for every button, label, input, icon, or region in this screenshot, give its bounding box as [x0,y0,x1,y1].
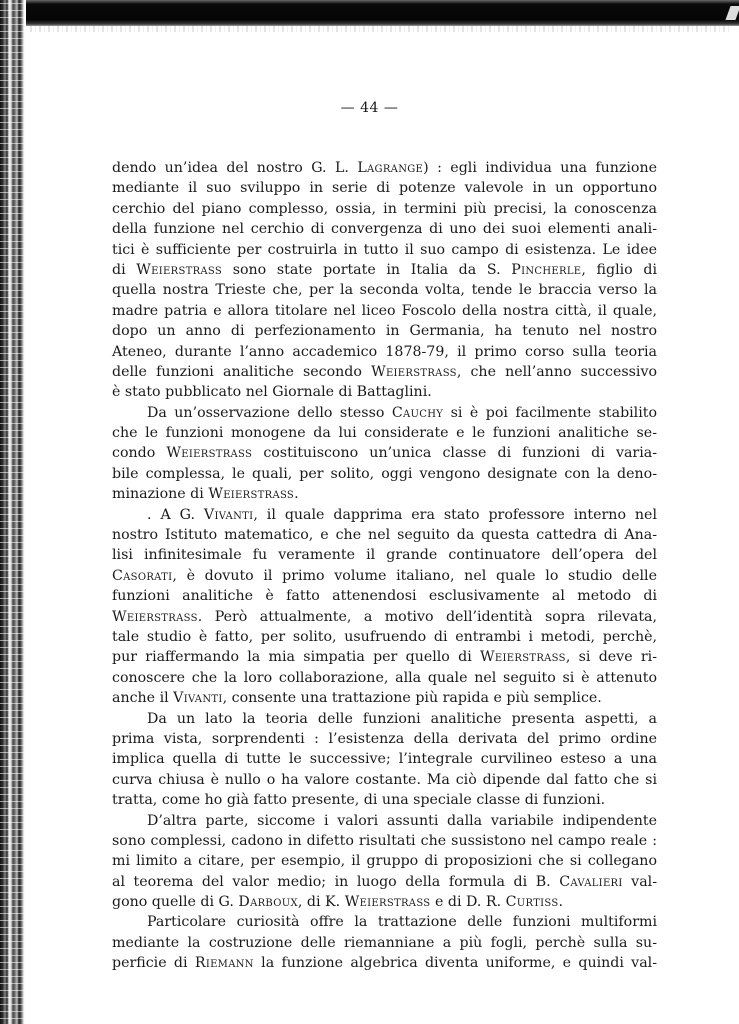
text-line: minazione di Weierstrass. [112,486,299,503]
proper-name: Weierstrass [136,261,223,278]
proper-name: Weierstrass [344,894,431,911]
proper-name: Vivanti [203,506,254,523]
proper-name: Cauchy [391,404,444,421]
text-line: Da un lato la teoria delle funzioni analitiche presenta aspetti, a [147,710,657,727]
text-line: è stato pubblicato nel Giornale di Battaglini. [112,384,432,401]
proper-name: Riemann [194,955,254,972]
proper-name: Weierstrass [112,608,198,625]
text-line: Casorati, è dovuto il primo volume italiano, nel quale lo studio delle [112,567,657,584]
page-number: — 44 — [340,100,399,116]
text-line: anche il Vivanti, consente una trattazione più rapida e più semplice. [112,690,602,707]
proper-name: Weierstrass [480,649,566,666]
text-line: conoscere che la loro collaborazione, alla quale nel seguito si è attenuto [112,669,657,686]
text-line: al teorema del valor medio; in luogo della formula di B. Cavalieri val- [112,873,657,890]
scan-border-left [0,0,26,1024]
text-line: madre patria e allora titolare nel liceo Foscolo della nostra città, il quale, [112,302,657,319]
text-line: tale studio è fatto, per solito, usufruendo di entrambi i metodi, perchè, [112,628,657,645]
text-line: della funzione nel cerchio di convergenza di uno dei suoi elementi anali- [112,221,657,238]
text-line: cerchio del piano complesso, ossia, in termini più precisi, la conoscenza [112,200,657,217]
text-line: dendo un’idea del nostro G. L. Lagrange) : egli individua una funzione [112,160,657,176]
text-line: nostro Istituto matematico, e che nel seguito da questa cattedra di Ana- [112,527,657,544]
text-line: lisi infinitesimale fu veramente il grande continuatore dell’opera del [112,547,657,564]
proper-name: Curtiss [505,894,559,911]
text-line: condo Weierstrass costituiscono un’unica classe di funzioni di varia- [112,445,657,462]
text-line: bile complessa, le quali, per solito, oggi vengono designate con la deno- [112,465,657,482]
text-line: D’altra parte, siccome i valori assunti dalla variabile indipendente [147,812,657,829]
text-line: mi limito a citare, per esempio, il gruppo di proposizioni che si collegano [112,853,657,870]
text-line: dopo un anno di perfezionamento in Germania, ha tenuto nel nostro [112,323,657,340]
text-line: tratta, come ho già fatto presente, di una speciale classe di funzioni. [112,792,606,809]
text-line: mediante la costruzione delle riemanniane a più fogli, perchè sulla su- [112,934,657,951]
text-line: pur riaffermando la mia simpatia per quello di Weierstrass, si deve ri- [112,649,657,666]
proper-name: Weierstrass [371,363,457,380]
text-line: quella nostra Trieste che, per la seconda volta, tende le braccia verso la [112,282,657,299]
proper-name: Darboux [238,894,298,911]
text-line: prima vista, sorprendenti : l’esistenza della derivata del primo ordine [112,730,657,747]
scan-noise-top [30,26,730,32]
proper-name: Weierstrass [166,445,253,462]
text-line: Da un’osservazione dello stesso Cauchy si è poi facilmente stabilito [147,404,658,421]
text-line: sono complessi, cadono in difetto risultati che sussistono nel campo reale : [112,832,657,849]
scan-border-top [0,0,739,26]
text-line: che le funzioni monogene da lui considerate e le funzioni analitiche se- [112,425,657,442]
text-line: Particolare curiosità offre la trattazione delle funzioni multiformi [147,914,657,931]
text-line: . A G. Vivanti, il quale dapprima era stato professore interno nel [147,506,657,523]
proper-name: Vivanti [173,690,223,707]
text-line: tici è sufficiente per costruirla in tutto il suo campo di esistenza. Le idee [112,241,657,258]
proper-name: Lagrange [357,160,424,176]
text-line: implica quella di tutte le successive; l’integrale curvilineo esteso a una [112,751,657,768]
proper-name: Cavalieri [559,873,623,890]
text-line: perficie di Riemann la funzione algebrica diventa uniforme, e quindi val- [112,955,657,972]
text-line: di Weierstrass sono state portate in Italia da S. Pincherle, figlio di [112,261,657,278]
text-line: gono quelle di G. Darboux, di K. Weierstrass e di D. R. Curtiss. [112,894,563,911]
proper-name: Weierstrass [208,486,295,503]
body-text [112,158,657,974]
proper-name: Casorati [112,567,173,584]
text-line: Ateneo, durante l’anno accademico 1878-79, il primo corso sulla teoria [112,343,657,360]
text-line: Weierstrass. Però attualmente, a motivo dell’identità sopra rilevata, [112,608,657,625]
text-line: mediante il suo sviluppo in serie di potenze valevole in un opportuno [112,180,657,197]
proper-name: Pincherle [511,261,582,278]
text-line: delle funzioni analitiche secondo Weierstrass, che nell’anno successivo [112,363,658,380]
text-line: curva chiusa è nullo o ha valore costante. Ma ciò dipende dal fatto che si [112,771,657,788]
text-line: funzioni analitiche è fatto attenendosi esclusivamente al metodo di [112,588,657,605]
